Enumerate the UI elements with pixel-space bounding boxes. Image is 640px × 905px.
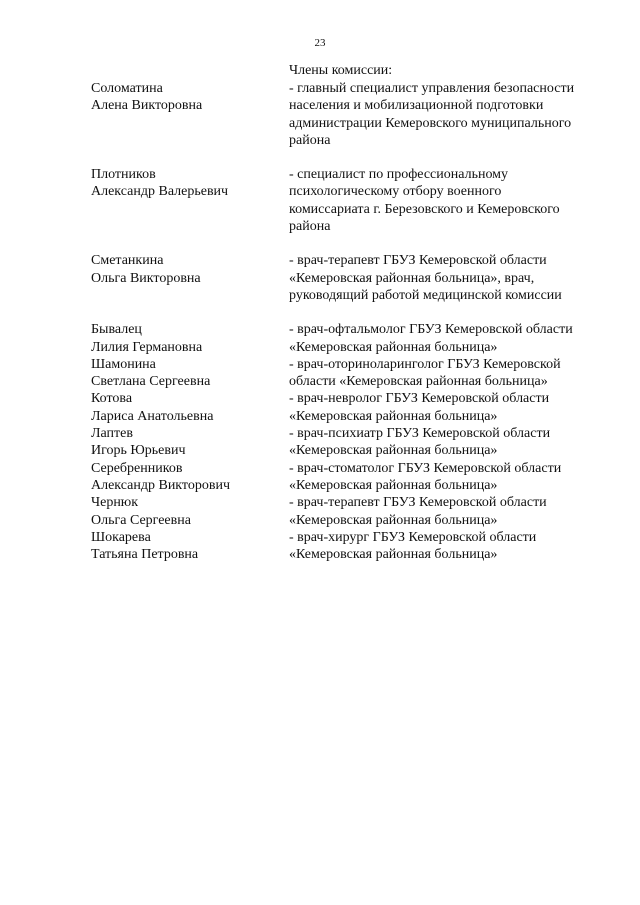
member-surname: Шамонина — [91, 356, 156, 372]
page-number: 23 — [314, 37, 326, 49]
role-line: - врач-хирург ГБУЗ Кемеровской области — [289, 529, 537, 545]
members-list — [91, 80, 611, 563]
member-name — [91, 425, 289, 460]
member-entry — [91, 252, 611, 304]
member-role — [289, 460, 609, 495]
role-line: - главный специалист управления безопасности — [289, 81, 575, 96]
role-line: «Кемеровская районная больница», врач, — [289, 270, 535, 286]
member-surname: Сметанкина — [91, 253, 164, 269]
role-line: - врач-стоматолог ГБУЗ Кемеровской области — [289, 460, 562, 476]
member-surname: Плотников — [91, 167, 156, 183]
member-surname: Бывалец — [91, 322, 142, 338]
member-given-name: Лариса Анатольевна — [91, 408, 214, 424]
role-line: - врач-психиатр ГБУЗ Кемеровской области — [289, 426, 551, 442]
member-name — [91, 390, 289, 425]
member-role — [289, 252, 609, 304]
member-surname: Котова — [91, 391, 133, 407]
role-line: «Кемеровская районная больница» — [289, 408, 498, 424]
role-line: - врач-офтальмолог ГБУЗ Кемеровской области — [289, 322, 573, 338]
member-surname: Чернюк — [91, 495, 139, 511]
member-entry — [91, 356, 611, 391]
member-entry — [91, 529, 611, 564]
member-given-name: Александр Викторович — [91, 477, 231, 493]
member-entry — [91, 80, 611, 149]
member-surname: Лаптев — [91, 426, 133, 442]
role-line: - врач-невролог ГБУЗ Кемеровской области — [289, 391, 550, 407]
role-line: области «Кемеровская районная больница» — [289, 374, 548, 390]
member-surname: Соломатина — [91, 81, 163, 96]
member-given-name: Александр Валерьевич — [91, 184, 229, 200]
member-surname: Шокарева — [91, 529, 151, 545]
member-entry — [91, 494, 611, 529]
member-name — [91, 460, 289, 495]
role-line: - врач-оториноларинголог ГБУЗ Кемеровской — [289, 356, 561, 372]
role-line: района — [289, 219, 331, 235]
role-line: психологическому отбору военного — [289, 184, 502, 200]
member-given-name: Татьяна Петровна — [91, 547, 199, 563]
role-line: - врач-терапевт ГБУЗ Кемеровской области — [289, 253, 547, 269]
member-name — [91, 494, 289, 529]
member-name — [91, 80, 289, 149]
role-line: администрации Кемеровского муниципального — [289, 115, 572, 131]
member-role — [289, 494, 609, 529]
member-role — [289, 529, 609, 564]
role-line: района — [289, 132, 331, 148]
member-given-name: Алена Викторовна — [91, 98, 203, 114]
member-entry — [91, 460, 611, 495]
member-given-name: Светлана Сергеевна — [91, 374, 211, 390]
role-line: - врач-терапевт ГБУЗ Кемеровской области — [289, 495, 547, 511]
member-name — [91, 252, 289, 304]
member-given-name: Ольга Викторовна — [91, 270, 201, 286]
member-name — [91, 529, 289, 564]
member-role — [289, 321, 609, 356]
member-entry — [91, 390, 611, 425]
member-name — [91, 321, 289, 356]
role-line: - специалист по профессиональному — [289, 167, 509, 183]
member-role — [289, 166, 609, 235]
member-role — [289, 80, 609, 149]
section-heading: Члены комиссии: — [289, 63, 393, 78]
member-entry — [91, 425, 611, 460]
role-line: «Кемеровская районная больница» — [289, 512, 498, 528]
role-line: населения и мобилизационной подготовки — [289, 98, 544, 114]
role-line: «Кемеровская районная больница» — [289, 443, 498, 459]
role-line: «Кемеровская районная больница» — [289, 547, 498, 563]
member-name — [91, 166, 289, 235]
member-entry — [91, 321, 611, 356]
member-given-name: Лилия Германовна — [91, 339, 203, 355]
role-line: «Кемеровская районная больница» — [289, 339, 498, 355]
role-line: «Кемеровская районная больница» — [289, 477, 498, 493]
member-role — [289, 356, 609, 391]
role-line: комиссариата г. Березовского и Кемеровского — [289, 201, 560, 217]
member-role — [289, 425, 609, 460]
member-name — [91, 356, 289, 391]
member-given-name: Ольга Сергеевна — [91, 512, 191, 528]
role-line: руководящий работой медицинской комиссии — [289, 287, 562, 303]
member-entry — [91, 166, 611, 235]
member-role — [289, 390, 609, 425]
member-surname: Серебренников — [91, 460, 183, 476]
member-given-name: Игорь Юрьевич — [91, 443, 186, 459]
